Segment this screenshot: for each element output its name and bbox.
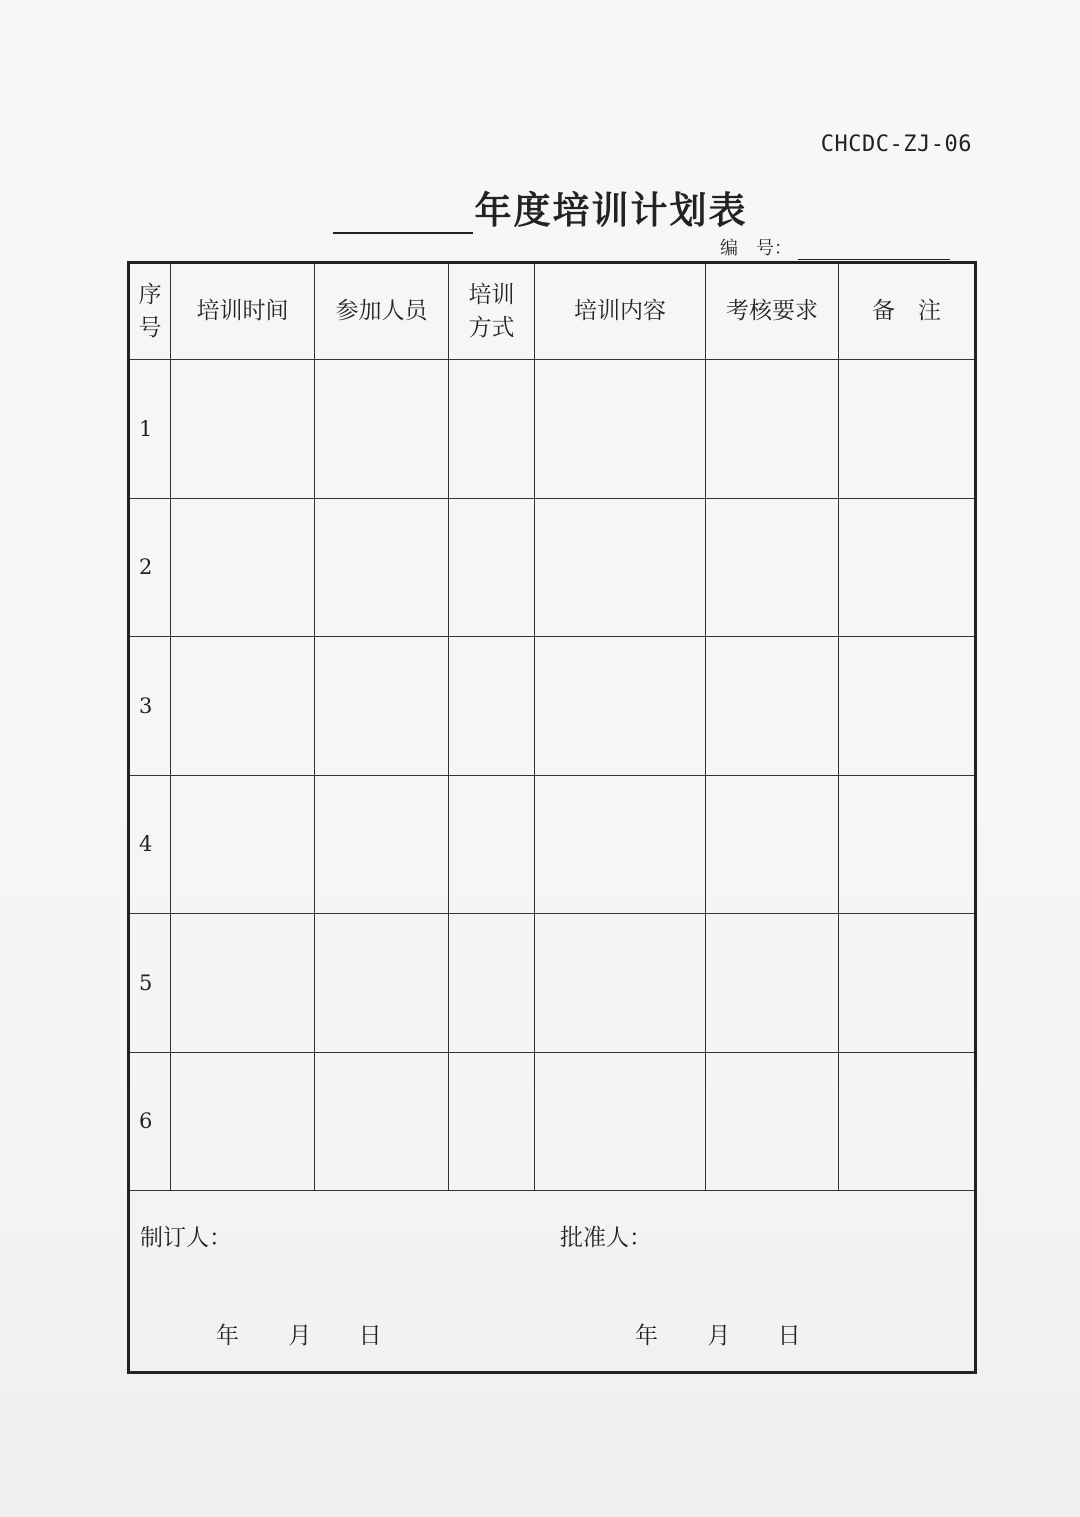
table-row — [129, 360, 976, 499]
title-year-blank[interactable] — [333, 190, 473, 234]
page-title: 年度培训计划表 — [474, 189, 748, 232]
header-training-time: 培训时间 — [171, 263, 315, 360]
number-field[interactable] — [798, 237, 950, 260]
signature-row — [129, 1191, 976, 1373]
header-method-line2: 方式 — [468, 314, 515, 341]
cell-remarks[interactable] — [839, 498, 976, 637]
cell-training-method[interactable] — [449, 1052, 535, 1191]
table-row — [129, 914, 976, 1053]
table-row — [129, 637, 976, 776]
approver-date-day: 日 — [777, 1323, 801, 1349]
preparer-label: 制订人： — [140, 1225, 232, 1251]
approver-date-month: 月 — [707, 1323, 731, 1349]
header-assessment: 考核要求 — [706, 263, 839, 360]
title-row — [0, 180, 1080, 234]
header-method-line1: 培训 — [468, 281, 515, 308]
cell-remarks[interactable] — [839, 637, 976, 776]
row-number: 6 — [129, 1052, 171, 1191]
header-training-content: 培训内容 — [535, 263, 706, 360]
document-code: CHCDC-ZJ-06 — [820, 132, 972, 157]
table-row — [129, 775, 976, 914]
row-number: 3 — [129, 637, 171, 776]
training-plan-table — [127, 261, 977, 1374]
cell-training-content[interactable] — [535, 914, 706, 1053]
cell-training-time[interactable] — [171, 1052, 315, 1191]
cell-assessment[interactable] — [706, 637, 839, 776]
row-number: 2 — [129, 498, 171, 637]
cell-training-method[interactable] — [449, 914, 535, 1053]
cell-participants[interactable] — [315, 1052, 449, 1191]
cell-assessment[interactable] — [706, 775, 839, 914]
header-participants: 参加人员 — [315, 263, 449, 360]
cell-participants[interactable] — [315, 637, 449, 776]
cell-participants[interactable] — [315, 498, 449, 637]
approver-date — [635, 1317, 801, 1350]
cell-training-time[interactable] — [171, 498, 315, 637]
cell-training-content[interactable] — [535, 360, 706, 499]
header-row — [129, 263, 976, 360]
cell-remarks[interactable] — [839, 914, 976, 1053]
cell-participants[interactable] — [315, 360, 449, 499]
cell-training-time[interactable] — [171, 360, 315, 499]
cell-assessment[interactable] — [706, 498, 839, 637]
number-label: 编 号： — [720, 238, 792, 259]
cell-training-content[interactable] — [535, 498, 706, 637]
cell-training-method[interactable] — [449, 775, 535, 914]
cell-training-content[interactable] — [535, 637, 706, 776]
signature-box — [130, 1191, 974, 1371]
preparer-date-month: 月 — [288, 1323, 312, 1349]
approver-label: 批准人： — [560, 1225, 652, 1251]
cell-training-content[interactable] — [535, 1052, 706, 1191]
row-number: 5 — [129, 914, 171, 1053]
preparer-date-year: 年 — [216, 1323, 239, 1349]
header-seq-line1: 序 — [138, 281, 162, 308]
header-seq — [129, 263, 171, 360]
cell-training-method[interactable] — [449, 637, 535, 776]
cell-training-content[interactable] — [535, 775, 706, 914]
row-number: 4 — [129, 775, 171, 914]
table-row — [129, 498, 976, 637]
cell-remarks[interactable] — [839, 360, 976, 499]
cell-training-method[interactable] — [449, 498, 535, 637]
number-row — [720, 234, 950, 260]
header-seq-line2: 号 — [138, 314, 162, 341]
preparer-date-day: 日 — [358, 1323, 382, 1349]
cell-participants[interactable] — [315, 914, 449, 1053]
cell-training-time[interactable] — [171, 775, 315, 914]
table-row — [129, 1052, 976, 1191]
cell-remarks[interactable] — [839, 775, 976, 914]
cell-remarks[interactable] — [839, 1052, 976, 1191]
cell-assessment[interactable] — [706, 914, 839, 1053]
preparer-date — [216, 1317, 382, 1350]
signature-cell — [129, 1191, 976, 1373]
row-number: 1 — [129, 360, 171, 499]
header-remarks: 备 注 — [839, 263, 976, 360]
approver-date-year: 年 — [635, 1323, 658, 1349]
header-training-method — [449, 263, 535, 360]
cell-training-method[interactable] — [449, 360, 535, 499]
cell-assessment[interactable] — [706, 360, 839, 499]
cell-training-time[interactable] — [171, 914, 315, 1053]
cell-assessment[interactable] — [706, 1052, 839, 1191]
cell-participants[interactable] — [315, 775, 449, 914]
cell-training-time[interactable] — [171, 637, 315, 776]
